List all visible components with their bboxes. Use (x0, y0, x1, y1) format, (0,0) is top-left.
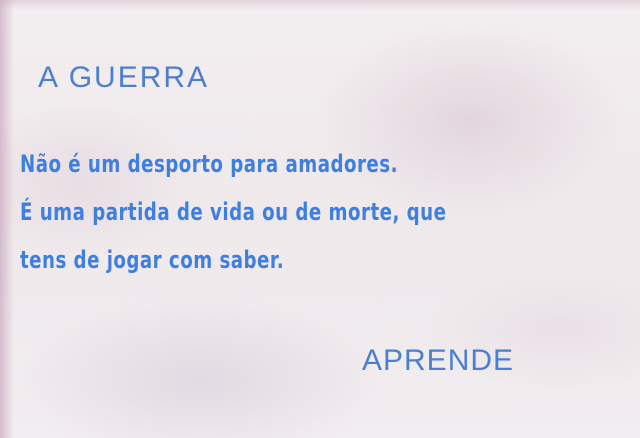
card-signoff: APRENDE (362, 344, 515, 377)
card-body (20, 144, 581, 288)
body-line-2: É uma partida de vida ou de morte, que (20, 198, 447, 226)
body-line-1: Não é um desporto para amadores. (20, 150, 398, 178)
body-line-3: tens de jogar com saber. (20, 246, 285, 274)
card-title: A GUERRA (38, 61, 210, 94)
